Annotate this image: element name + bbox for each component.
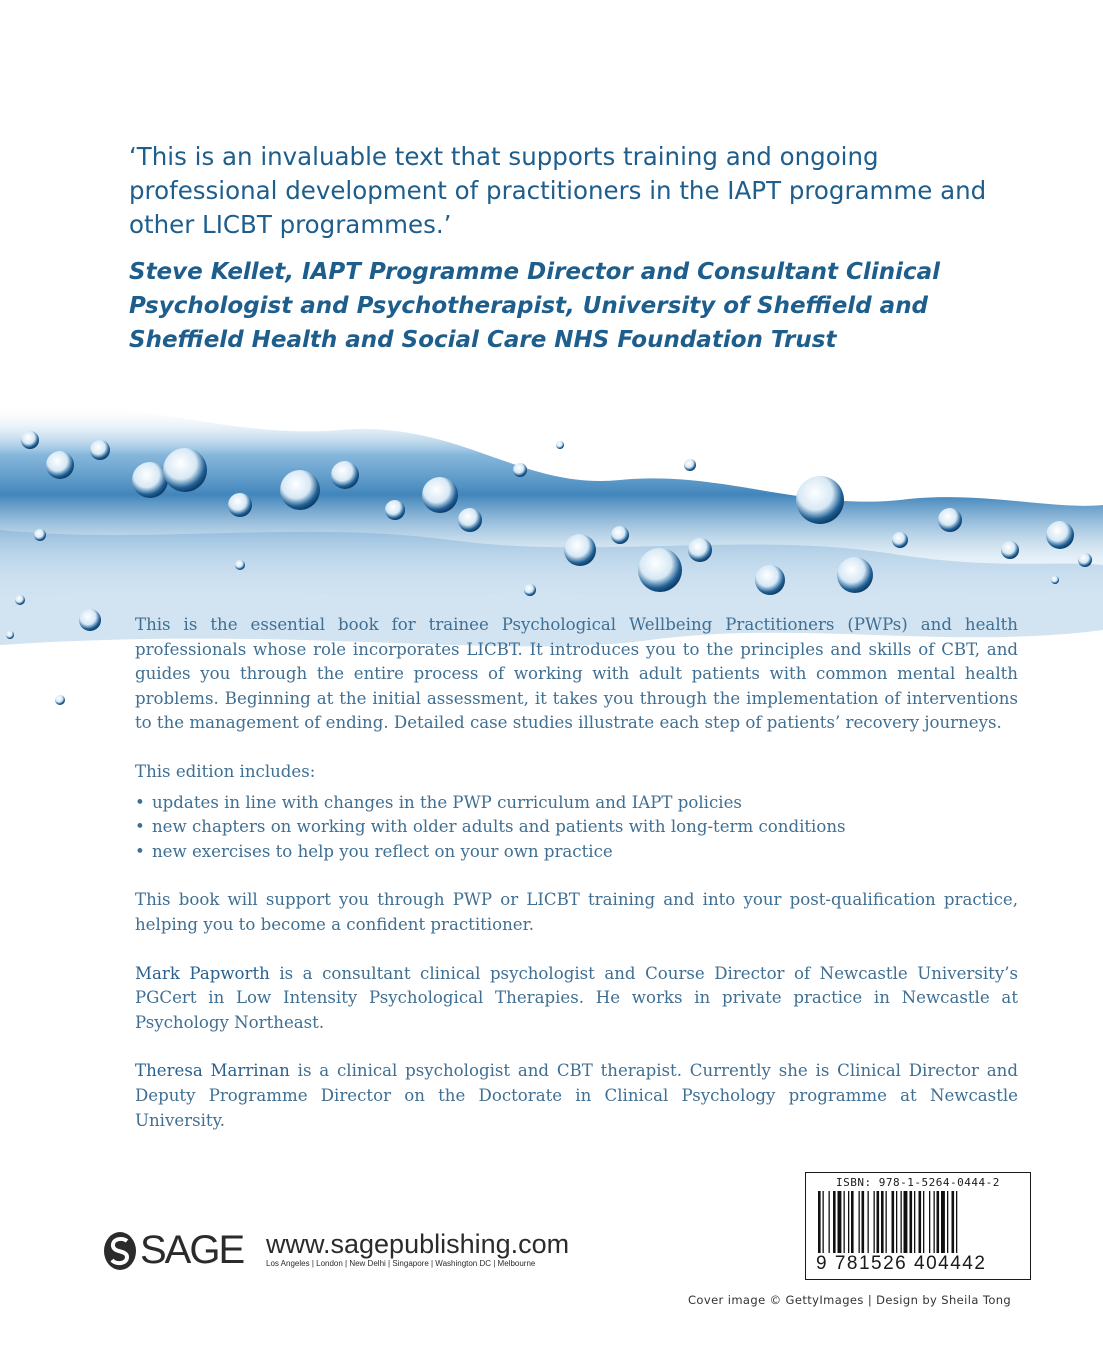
barcode-bar xyxy=(833,1191,836,1253)
author-bio: is a clinical psychologist and CBT therapist. Currently she is Clinical Director and Deputy Programme Director on the Doctorate in Clinical Psychology programme at Newcastle University. xyxy=(135,1061,1018,1130)
author-name: Theresa Marrinan xyxy=(135,1061,290,1081)
barcode-bar xyxy=(901,1191,902,1253)
barcode-bar xyxy=(956,1191,957,1253)
edition-bullets xyxy=(135,791,1018,865)
barcode-bar xyxy=(886,1191,887,1253)
isbn-label: ISBN: 978-1-5264-0444-2 xyxy=(836,1176,1000,1189)
barcode-bar xyxy=(914,1191,915,1253)
barcode-bar xyxy=(952,1191,955,1253)
author-bio-marrinan xyxy=(135,1059,1018,1133)
barcode-bar xyxy=(823,1191,824,1253)
endorsement-quote: ‘This is an invaluable text that supports training and ongoing professional development of practitioners in the IAPT programme and other LICBT programmes.’ xyxy=(129,142,987,239)
sage-logo-text: SAGE xyxy=(140,1228,244,1272)
barcode-bar xyxy=(904,1191,908,1253)
publisher-cities: Los Angeles | London | New Delhi | Singapore | Washington DC | Melbourne xyxy=(266,1259,536,1268)
barcode-bar xyxy=(851,1191,854,1253)
barcode-bar xyxy=(881,1191,884,1253)
barcode-bar xyxy=(848,1191,849,1253)
barcode-bar xyxy=(862,1191,865,1253)
barcode-digits: 9 781526 404442 xyxy=(816,1253,987,1274)
endorsement-attribution: Steve Kellet, IAPT Programme Director and Consultant Clinical Psychologist and Psychotherapist, University of Sheffield and Sheffield Health and Social Care NHS Foundation Trust xyxy=(129,259,940,353)
back-cover-description xyxy=(135,613,1018,1133)
barcode-bar xyxy=(896,1191,897,1253)
bullet-item: • updates in line with changes in the PWP curriculum and IAPT policies xyxy=(135,791,1018,816)
barcode-bar xyxy=(877,1191,880,1253)
barcode-bars xyxy=(814,1191,1024,1253)
barcode-bar xyxy=(818,1191,821,1253)
barcode-bar xyxy=(859,1191,860,1253)
edition-heading: This edition includes: xyxy=(135,761,316,781)
author-name: Mark Papworth xyxy=(135,963,270,983)
author-bio-papworth xyxy=(135,962,1018,1036)
barcode-bar xyxy=(844,1191,845,1253)
support-paragraph: This book will support you through PWP or LICBT training and into your post-qualification practice, helping you to become a confident practitioner. xyxy=(135,890,1018,934)
bullet-item: • new chapters on working with older adults and patients with long-term conditions xyxy=(135,815,1018,840)
barcode-bar xyxy=(923,1191,924,1253)
cover-credit: Cover image © GettyImages | Design by Sheila Tong xyxy=(688,1293,1012,1307)
barcode-bar xyxy=(838,1191,842,1253)
publisher-url[interactable]: www.sagepublishing.com xyxy=(266,1229,570,1259)
barcode-bar xyxy=(941,1191,945,1253)
sage-logo-icon xyxy=(102,1229,138,1273)
barcode-bar xyxy=(868,1191,869,1253)
barcode-bar xyxy=(947,1191,948,1253)
barcode-bar xyxy=(937,1191,940,1253)
publisher-block xyxy=(100,1225,590,1285)
barcode-bar xyxy=(919,1191,922,1253)
bullet-item: • new exercises to help you reflect on your own practice xyxy=(135,840,1018,865)
barcode-bar xyxy=(829,1191,830,1253)
barcode-bar xyxy=(910,1191,913,1253)
intro-paragraph: This is the essential book for trainee Psychological Wellbeing Practitioners (PWPs) and health professionals whose role incorporates LICBT. It introduces you to the principles and skills of CBT, and guides you through the entire process of working with adult patients with common mental health problems. Beginning at the initial assessment, it takes you through the implementation of interventions to the management of ending. Detailed case studies illustrate each step of patients’ recovery journeys. xyxy=(135,615,1018,733)
barcode-bar xyxy=(874,1191,875,1253)
author-bio: is a consultant clinical psychologist and Course Director of Newcastle University’s PGCert in Low Intensity Psychological Therapies. He works in private practice in Newcastle at Psychology Northeast. xyxy=(135,963,1018,1032)
barcode-bar xyxy=(892,1191,895,1253)
isbn-barcode xyxy=(805,1172,1031,1280)
barcode-bar xyxy=(929,1191,930,1253)
barcode-bar xyxy=(934,1191,935,1253)
